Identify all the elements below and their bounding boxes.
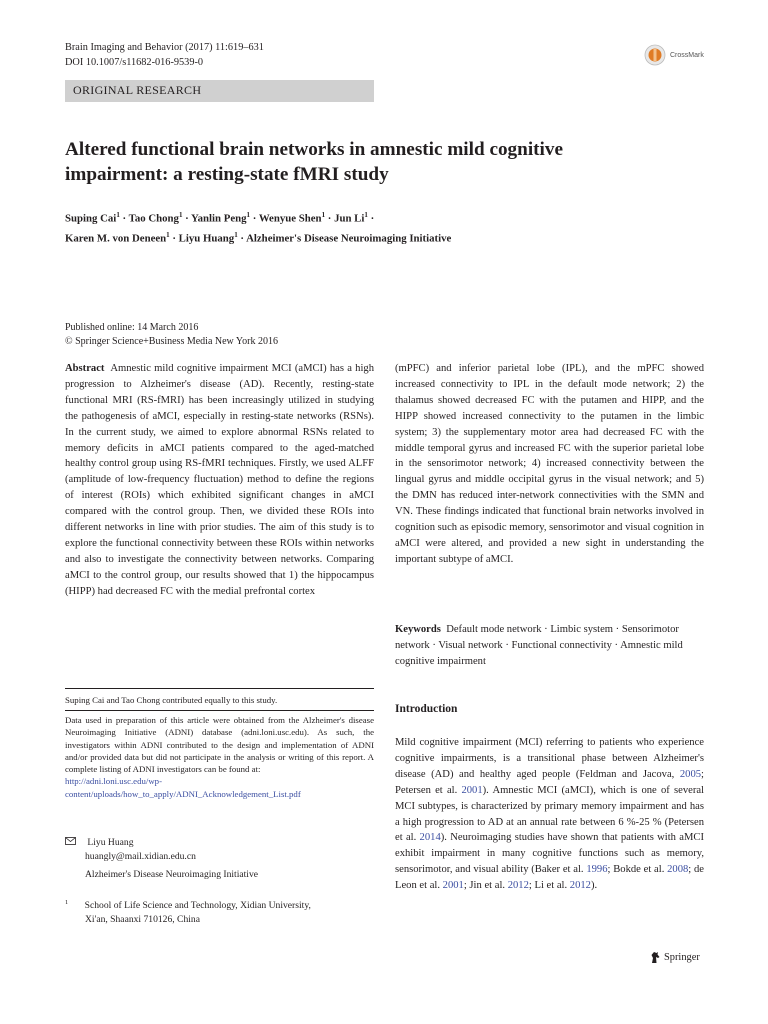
corresponding-author-name: Liyu Huang	[87, 837, 134, 848]
corresponding-email[interactable]: huangly@mail.xidian.edu.cn	[85, 850, 196, 862]
author-separator: ·	[237, 232, 247, 245]
author-affiliation-mark: 1	[166, 230, 170, 239]
citation-link[interactable]: 2001	[461, 784, 483, 796]
keywords-label: Keywords	[395, 624, 441, 635]
envelope-icon	[65, 836, 77, 850]
intro-text: ).	[590, 880, 598, 892]
author-affiliation-mark: 1	[116, 211, 120, 219]
article-type-label: ORIGINAL RESEARCH	[73, 83, 202, 97]
citation-link[interactable]: 2005	[679, 768, 702, 780]
author-separator: ·	[119, 212, 129, 225]
citation-link[interactable]: 2001	[442, 880, 464, 892]
published-date: Published online: 14 March 2016	[65, 322, 199, 333]
author-affiliation-mark: 1	[234, 230, 238, 239]
author-affiliation-mark: 1	[178, 211, 183, 219]
author-list	[65, 207, 705, 246]
abstract-left-column	[65, 361, 374, 600]
author-affiliation-mark: 1	[321, 211, 326, 219]
footnote-divider-2	[65, 710, 374, 711]
copyright-line: © Springer Science+Business Media New York 2016	[65, 336, 278, 347]
author-separator: ·	[367, 212, 375, 225]
intro-text: ). Amnestic MCI (aMCI), which is one of several MCI subtypes, is characterized by primary memory impairment and has a high progression to AD at an annual rate between 6 %-25 % (Petersen et al.	[395, 784, 704, 844]
springer-horse-icon	[650, 951, 661, 964]
abstract-text-right: (mPFC) and inferior parietal lobe (IPL), and the mPFC showed increased connectivity to IPL in the default mode network; 2) the thalamus showed decreased FC with the putamen and HIPP, and the HIPP showed increased connectivity to the putamen in the limbic system; 3) the supplementary motor area had decreased FC with the middle temporal gyrus and increased FC with the superior parietal lobe in the sensorimotor network; 4) increased connectivity between the lingual gyrus and middle occipital gyrus in the visual network; and 5) the DMN has reduced inter-network connectivities with the SMN and VN. These findings indicated that functional brain networks involved in cognition such as episodic memory, sensorimotor and visual cognition in aMCI were altered, and provided a new sight in understanding the important subtype of aMCI.	[395, 363, 704, 565]
journal-citation	[65, 40, 264, 70]
intro-text: Mild cognitive impairment (MCI) referring to patients who experience cognitive impairments, is a transitional phase between Alzheimer's disease (AD) and healthy aged people (Feldman and Jacova,	[395, 737, 704, 780]
title-line-1: Altered functional brain networks in amnestic mild cognitive	[65, 139, 563, 160]
intro-text: ). Neuroimaging studies have shown that patients with aMCI exhibit impairment in many cognitive functions such as memory, sensorimotor, and visual ability (Baker et al.	[395, 832, 704, 876]
citation-link[interactable]: 2012	[569, 880, 591, 892]
keywords-block	[395, 622, 704, 670]
abstract-text-left: Amnestic mild cognitive impairment MCI (aMCI) has a high progression to Alzheimer's disease (AD). Recently, resting-state functional MRI (RS-fMRI) has been increasingly utilized in studying the pathogenesis of aMCI, especially in resting-state networks (RSNs). In the current study, we aimed to explore abnormal RSNs related to memory deficits in aMCI patients compared to the aged-matched healthy control group using RS-fMRI techniques. Firstly, we used ALFF (amplitude of low-frequency fluctuation) method to define the regions of interest (ROIs) which exhibited significant changes in aMCI compared with the control group. Then, we divided these ROIs into different networks in line with prior studies. The aim of this study is to explore the functional connectivity between these ROIs within networks and also to investigate the connectivity between networks. Comparing aMCI to the control group, our results showed that 1) the hippocampus (HIPP) had decreased FC with the medial prefrontal cortex	[65, 363, 374, 597]
intro-text: ; Jin et al.	[463, 880, 508, 892]
title-line-2: impairment: a resting-state fMRI study	[65, 164, 389, 185]
citation-link[interactable]: 2014	[419, 832, 441, 844]
author-separator: ·	[169, 232, 179, 245]
citation-link[interactable]: 2012	[507, 880, 529, 892]
affiliation-line-2: Xi'an, Shaanxi 710126, China	[85, 913, 200, 925]
adni-group-name: Alzheimer's Disease Neuroimaging Initiative	[85, 869, 259, 880]
citation-link[interactable]: 1996	[586, 864, 608, 876]
author-separator: ·	[250, 212, 259, 225]
crossmark-label: CrossMark	[670, 51, 704, 59]
author-line-1	[65, 207, 705, 227]
publisher-footer	[650, 951, 700, 964]
affiliation-block	[65, 896, 374, 926]
publisher-name: Springer	[664, 952, 700, 963]
introduction-paragraph	[395, 735, 704, 894]
doi-line: DOI 10.1007/s11682-016-9539-0	[65, 57, 204, 68]
author-name[interactable]: Suping Cai	[65, 212, 117, 225]
crossmark-badge[interactable]	[644, 43, 740, 67]
author-name[interactable]: Alzheimer's Disease Neuroimaging Initiative	[246, 232, 452, 245]
publication-info	[65, 321, 278, 349]
author-name[interactable]: Wenyue Shen	[258, 212, 322, 225]
author-separator: ·	[182, 212, 192, 225]
article-title	[65, 137, 705, 187]
journal-name-line: Brain Imaging and Behavior (2017) 11:619–631	[65, 42, 264, 53]
intro-text: ; Petersen et al.	[395, 768, 704, 796]
affiliation-mark: 1	[65, 899, 69, 906]
adni-note-text: Data used in preparation of this article were obtained from the Alzheimer's disease Neuroimaging Initiative (ADNI) database (adni.loni.usc.edu). As such, the investigators within ADNI contributed to the design and implementation of ADNI and/or provided data but did not participate in the analysis or writing of this report. A complete listing of ADNI investigators can be found at:	[65, 715, 374, 775]
footnote-divider	[65, 688, 374, 689]
author-name[interactable]: Liyu Huang	[178, 232, 235, 245]
adni-note	[65, 714, 374, 800]
keywords-text: Default mode network · Limbic system · Sensorimotor network · Visual network · Functional connectivity · Amnestic mild cognitive impairment	[395, 624, 683, 667]
correspondence-block	[65, 836, 374, 882]
equal-contribution-note: Suping Cai and Tao Chong contributed equally to this study.	[65, 695, 278, 705]
citation-link[interactable]: 2008	[667, 864, 689, 876]
author-separator: ·	[325, 212, 335, 225]
crossmark-logo-icon	[644, 44, 666, 66]
adni-acknowledgement-link[interactable]: http://adni.loni.usc.edu/wp-content/uploads/how_to_apply/ADNI_Acknowledgement_List.pdf	[65, 776, 301, 799]
abstract-right-column	[395, 361, 704, 568]
affiliation-line-1: School of Life Science and Technology, Xidian University,	[84, 900, 311, 912]
intro-text: ; Li et al.	[528, 880, 570, 892]
intro-text: ; Bokde et al.	[607, 864, 668, 876]
author-affiliation-mark: 1	[246, 211, 251, 219]
intro-text: ; de Leon et al.	[395, 864, 705, 892]
author-line-2	[65, 227, 705, 247]
abstract-label: Abstract	[65, 363, 105, 374]
author-name[interactable]: Tao Chong	[128, 212, 179, 225]
author-name[interactable]: Yanlin Peng	[191, 212, 247, 225]
introduction-heading: Introduction	[395, 703, 458, 715]
author-affiliation-mark: 1	[364, 211, 368, 219]
author-name[interactable]: Karen M. von Deneen	[65, 232, 167, 245]
article-type-bar	[65, 80, 374, 102]
author-name[interactable]: Jun Li	[334, 212, 365, 225]
